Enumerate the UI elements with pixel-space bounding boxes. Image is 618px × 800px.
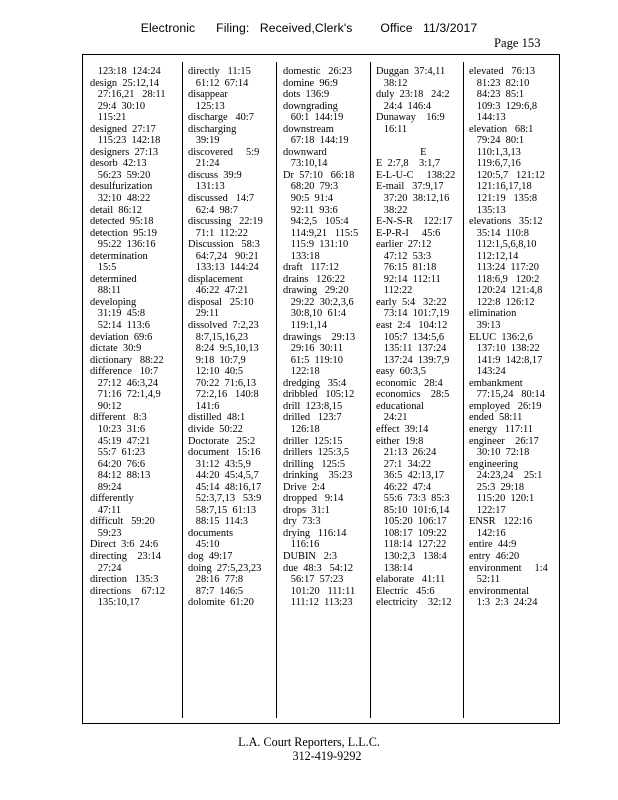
filing-stamp-header: Electronic Filing: Received,Clerk's Office 11/3/2017: [140, 21, 478, 35]
index-column-5: elevated 76:13 81:23 82:10 84:23 85:1 109:3 129:6,8 144:13 elevation 68:1 79:24 80:1 110:1,3,13 119:6,7,16 120:5,7 121:12 121:16,17,18 121:19 135:8 135:13 elevations 35:12 35:14 110:8 112:1,5,6,8,10 112:12,14 113:24 117:20 118:6,9 120:2 120:24 121:4,8 122:8 126:12 elimination 39:13 ELUC 136:2,6 137:10 138:22 141:9 142:8,17 143:24 embankment 77:15,24 80:14 employed 26:19 ended 58:11 energy 117:11 engineer 26:17 30:10 72:18 engineering 24:23,24 25:1 25:3 29:18 115:20 120:1 122:17 ENSR 122:16 142:16 entire 44:9 entry 46:20 environment 1:4 52:11 environmental 1:3 2:3 24:24: [469, 66, 548, 609]
column-divider: [182, 62, 183, 718]
footer-phone: 312-419-9292: [292, 749, 362, 763]
footer-company: L.A. Court Reporters, L.L.C.: [238, 735, 380, 749]
index-column-4: Duggan 37:4,11 38:12 duly 23:18 24:2 24:4 146:4 Dunaway 16:9 16:11 E E 2:7,8 3:1,7 E-L-U-C 138:22 E-mail 37:9,17 37:20 38:12,16 38:22 E-N-S-R 122:17 E-P-R-I 45:6 earlier 27:12 47:12 53:3 76:15 81:18 92:14 112:11 112:22 early 5:4 32:22 73:14 101:7,19 east 2:4 104:12 105:7 134:5,6 135:11 137:24 137:24 139:7,9 easy 60:3,5 economic 28:4 economics 28:5 educational 24:21 effect 39:14 either 19:8 21:13 26:24 27:1 34:22 36:5 42:13,17 46:22 47:4 55:6 73:3 85:3 85:10 101:6,14 105:20 106:17 108:17 109:22 118:14 127:22 130:2,3 138:4 138:14 elaborate 41:11 Electric 45:6 electricity 32:12: [376, 66, 456, 609]
column-divider: [276, 62, 277, 718]
column-divider: [370, 62, 371, 718]
page-number: Page 153: [494, 36, 541, 50]
footer: [0, 735, 618, 763]
index-column-3: domestic 26:23 domine 96:9 dots 136:9 downgrading 60:1 144:19 downstream 67:18 144:19 downward 73:10,14 Dr 57:10 66:18 68:20 79:3 90:5 91:4 92:11 93:6 94:2,5 105:4 114:9,21 115:5 115:9 131:10 133:18 draft 117:12 drains 126:22 drawing 29:20 29:22 30:2,3,6 30:8,10 61:4 119:1,14 drawings 29:13 29:16 30:11 61:5 119:10 122:18 dredging 35:4 dribbled 105:12 drill 123:8,15 drilled 123:7 126:18 driller 125:15 drillers 125:3,5 drilling 125:5 drinking 35:23 Drive 2:4 dropped 9:14 drops 31:1 dry 73:3 drying 116:14 116:16 DUBIN 2:3 due 48:3 54:12 56:17 57:23 101:20 111:11 111:12 113:23: [283, 66, 359, 609]
index-column-2: directly 11:15 61:12 67:14 disappear 125:13 discharge 40:7 discharging 39:19 discovered 5:9 21:24 discuss 39:9 131:13 discussed 14:7 62:4 98:7 discussing 22:19 71:1 112:22 Discussion 58:3 64:7,24 90:21 133:13 144:24 displacement 46:22 47:21 disposal 25:10 29:11 dissolved 7:2,23 8:7,15,16,23 8:24 9:5,10,13 9:18 10:7,9 12:10 40:5 70:22 71:6,13 72:2,16 140:8 141:6 distilled 48:1 divide 50:22 Doctorate 25:2 document 15:16 31:12 43:5,9 44:20 45:4,5,7 45:14 48:16,17 52:3,7,13 53:9 58:7,15 61:13 88:15 114:3 documents 45:10 dog 49:17 doing 27:5,23,23 28:16 77:8 87:7 146:5 dolomite 61:20: [188, 66, 263, 609]
index-column-1: 123:18 124:24 design 25:12,14 27:16,21 28:11 29:4 30:10 115:21 designed 27:17 115:23 142:18 designers 27:13 desorb 42:13 56:23 59:20 desulfurization 32:10 48:22 detail 86:12 detected 95:18 detection 95:19 95:22 136:16 determination 15:5 determined 88:11 developing 31:19 45:8 52:14 113:6 deviation 69:6 dictate 30:9 dictionary 88:22 difference 10:7 27:12 46:3,24 71:16 72:1,4,9 90:12 different 8:3 10:23 31:6 45:19 47:21 55:7 61:23 64:20 76:6 84:12 88:13 89:24 differently 47:11 difficult 59:20 59:23 Direct 3:6 24:6 directing 23:14 27:24 direction 135:3 directions 67:12 135:10,17: [90, 66, 166, 609]
column-divider: [463, 62, 464, 718]
